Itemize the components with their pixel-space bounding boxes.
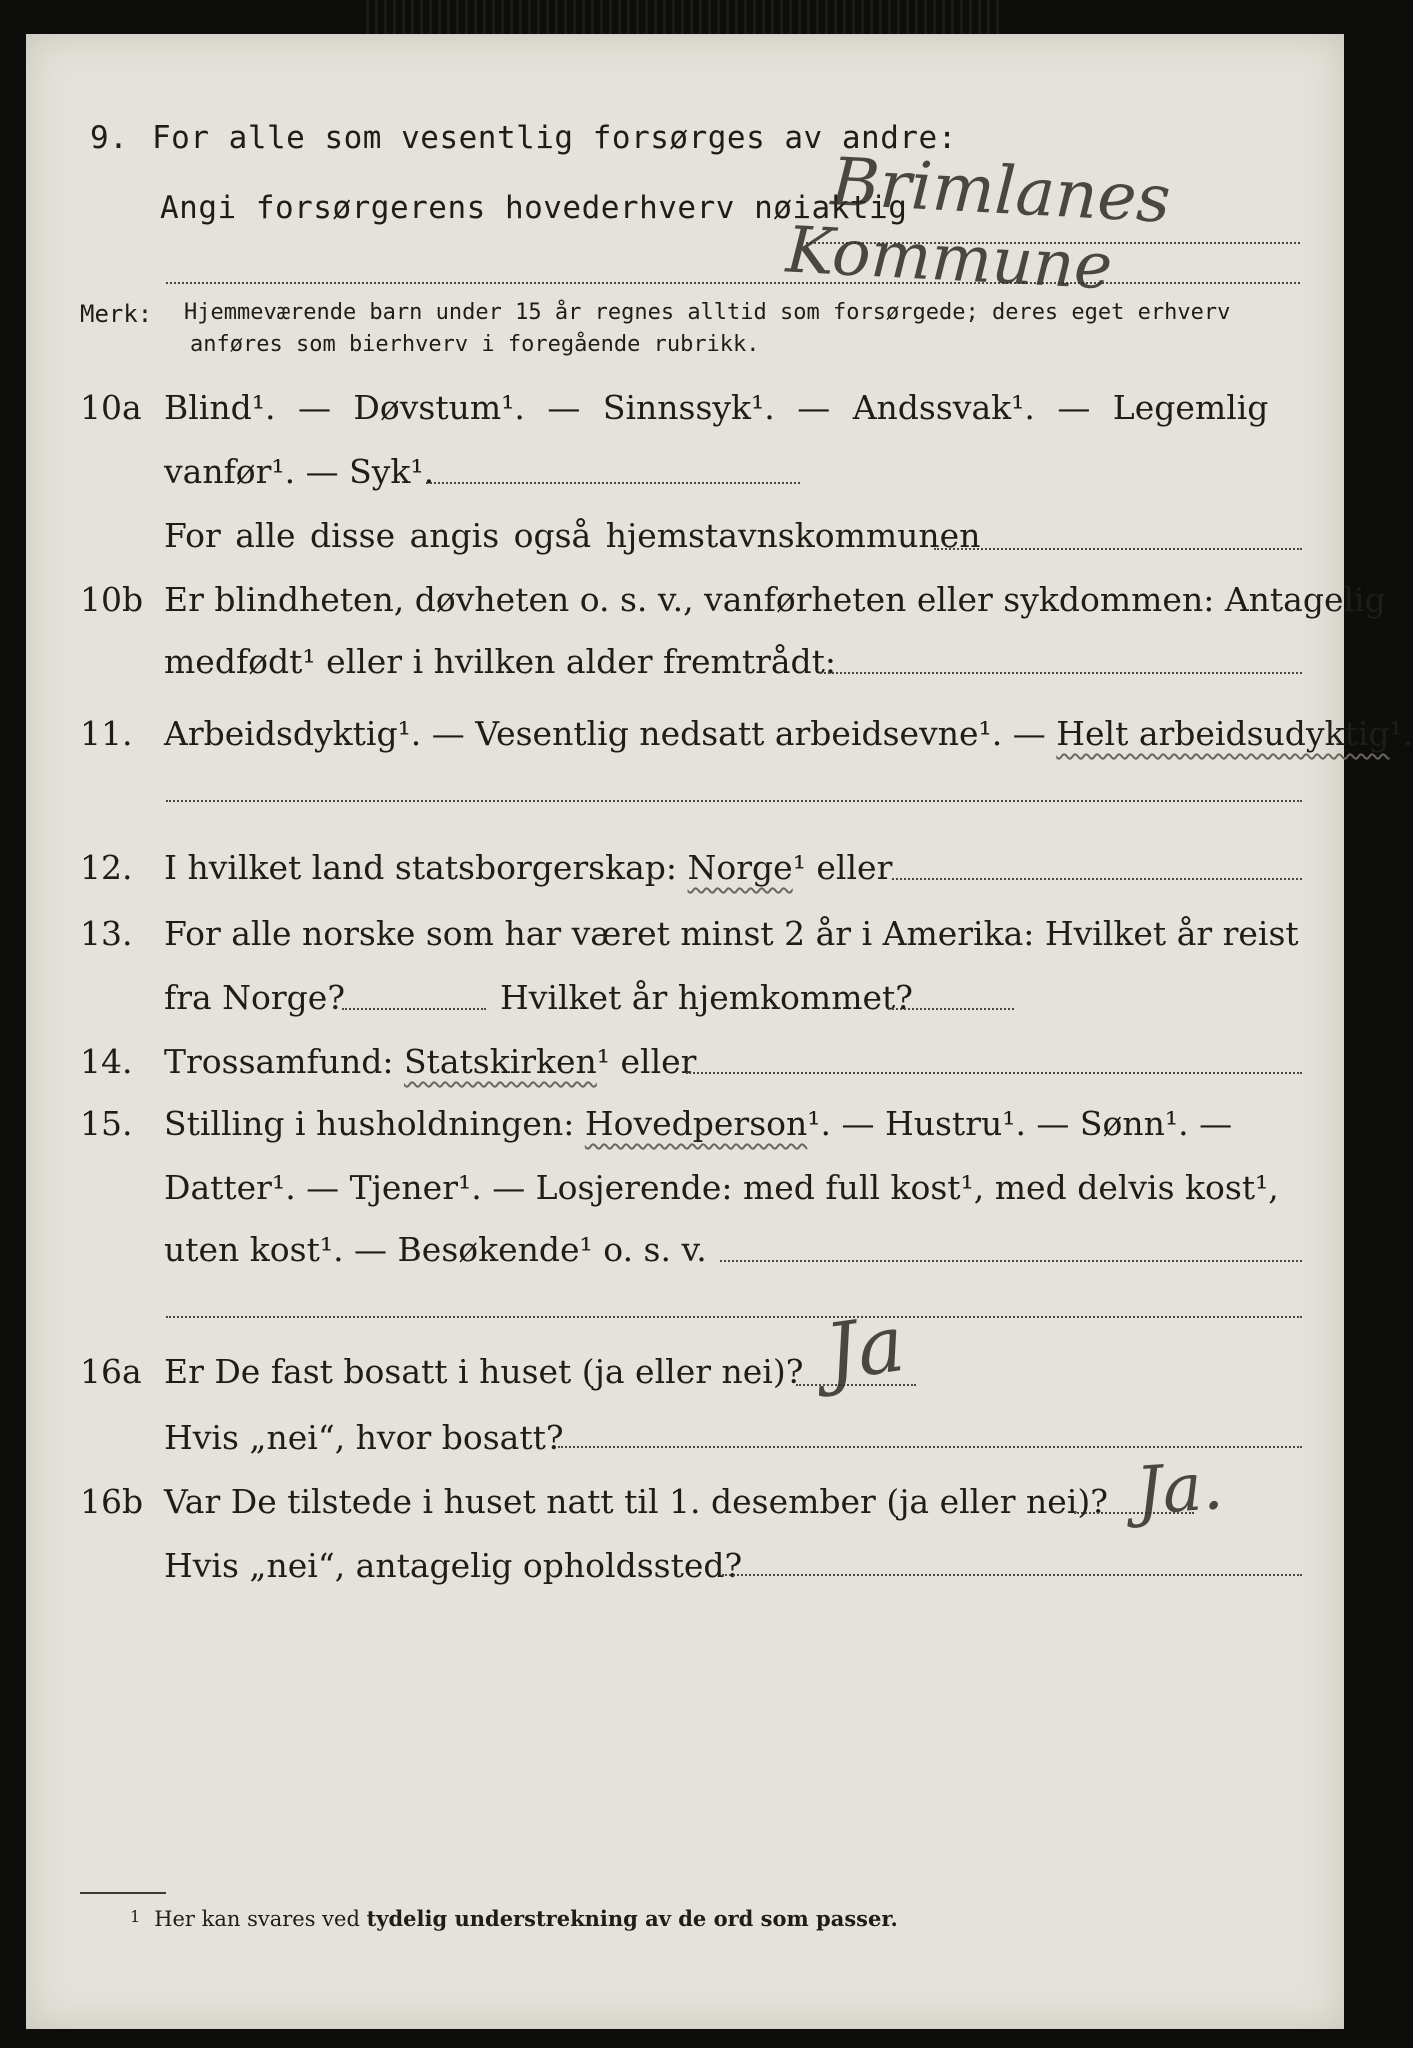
q9-line2: Angi forsørgerens hovederhverv nøiaktig [160,190,908,226]
q10a-number: 10a [80,388,142,427]
q16a-line2: Hvis „nei“, hvor bosatt? [164,1418,564,1457]
census-form-page [26,34,1413,2029]
q9-handwritten-answer-1: Brimlanes [829,143,1173,238]
q13-number: 13. [80,914,133,953]
q16b-number: 16b [80,1482,144,1521]
q13-hjemkommet-line[interactable] [888,1008,1014,1010]
q9-handwritten-answer-2: Kommune [784,213,1115,305]
merk-label: Merk: [80,300,153,328]
q15-answer-line2[interactable] [166,1316,1302,1318]
q9-number: 9. [90,120,129,156]
q16a-handwritten-answer: Ja [820,1299,910,1399]
q11-number: 11. [80,714,133,753]
q13-line2a: fra Norge? [164,978,346,1017]
q14-answer-line[interactable] [686,1072,1302,1074]
q13-reist-line[interactable] [342,1008,486,1010]
q16b-line1: Var De tilstede i huset natt til 1. desember (ja eller nei)? [164,1482,1108,1521]
footnote-rule [80,1892,166,1894]
q10b-answer-line[interactable] [820,672,1302,674]
film-edge [360,0,1000,34]
q10a-line2: vanfør¹. — Syk¹. [164,452,435,491]
q10a-syk-line[interactable] [426,482,800,484]
q16a-bosatt-line[interactable] [558,1446,1302,1448]
q10b-line2: medfødt¹ eller i hvilken alder fremtrådt: [164,642,837,681]
q13-line2b: Hvilket år hjemkommet? [500,978,913,1017]
merk-line2: anføres som bierhverv i foregående rubrikk. [190,332,760,357]
q12-number: 12. [80,848,133,887]
q16b-opholdssted-line[interactable] [722,1574,1302,1576]
q10a-line3: For alle disse angis også hjemstavnskommunen [164,516,981,555]
footnote: 1 Her kan svares ved tydelig understrekning av de ord som passer. [130,1906,898,1931]
q15-answer-line1[interactable] [720,1260,1302,1262]
q15-underlined-choice: Hovedperson [584,1104,808,1143]
merk-line1: Hjemmeværende barn under 15 år regnes alltid som forsørgede; deres eget erhverv [184,300,1231,325]
q11-text: Arbeidsdyktig¹. — Vesentlig nedsatt arbeidsevne¹. — Helt arbeidsudyktig¹. [164,714,1413,753]
q14-text: Trossamfund: Statskirken¹ eller [164,1042,697,1081]
q12-text: I hvilket land statsborgerskap: Norge¹ eller [164,848,893,887]
q9-line1: For alle som vesentlig forsørges av andre: [152,120,957,156]
q11-underlined-choice: Helt arbeidsudyktig [1056,714,1390,753]
q9-answer-line2[interactable] [166,282,1300,284]
q15-number: 15. [80,1104,133,1143]
q15-line3: uten kost¹. — Besøkende¹ o. s. v. [164,1230,707,1269]
q12-answer-line[interactable] [892,878,1302,880]
q16b-handwritten-answer: Ja. [1133,1447,1226,1530]
q10b-number: 10b [80,580,144,619]
q13-line1: For alle norske som har været minst 2 år i Amerika: Hvilket år reist [164,914,1299,953]
q15-line1: Stilling i husholdningen: Hovedperson¹. — Hustru¹. — Sønn¹. — [164,1104,1233,1143]
q12-underlined-choice: Norge [687,848,793,887]
q16a-number: 16a [80,1352,142,1391]
q10a-line1: Blind¹. — Døvstum¹. — Sinnssyk¹. — Andssvak¹. — Legemlig [164,388,1269,427]
q16a-line1: Er De fast bosatt i huset (ja eller nei)? [164,1352,804,1391]
q14-underlined-choice: Statskirken [403,1042,597,1081]
q15-line2: Datter¹. — Tjener¹. — Losjerende: med full kost¹, med delvis kost¹, [164,1168,1279,1207]
q11-answer-line[interactable] [166,800,1302,802]
q10b-line1: Er blindheten, døvheten o. s. v., vanførheten eller sykdommen: Antagelig [164,580,1386,619]
q10a-hjemstavn-line[interactable] [934,548,1302,550]
q14-number: 14. [80,1042,133,1081]
q16b-line2: Hvis „nei“, antagelig opholdssted? [164,1546,743,1585]
